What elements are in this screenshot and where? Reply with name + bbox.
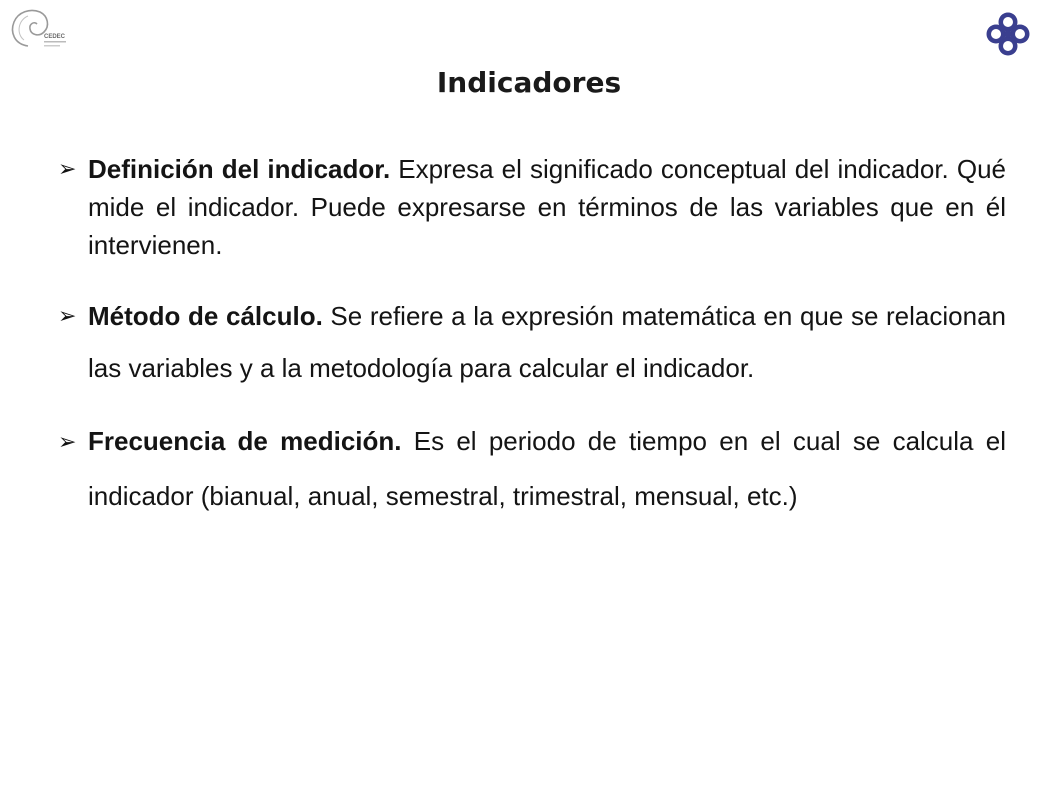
- arrow-bullet-icon: ➢: [58, 429, 77, 454]
- arrow-bullet-icon: ➢: [58, 303, 77, 328]
- bullet-text: Expresa el significado conceptual del indicador. Qué mide el indicador. Puede expresarse en términos de las variables que en él intervienen.: [88, 154, 1006, 260]
- bullet-text: Es el periodo de tiempo en el cual se calcula el indicador (bianual, anual, semestral, trimestral, mensual, etc.): [88, 426, 1006, 511]
- cedec-logo-text: CEDEC: [44, 34, 66, 40]
- four-lobe-emblem: [986, 12, 1030, 56]
- bullet-list: [58, 150, 1006, 524]
- bullet-lead: Frecuencia de medición.: [88, 426, 402, 456]
- arrow-bullet-icon: ➢: [58, 156, 77, 181]
- cedec-logo: [8, 6, 70, 52]
- slide-title: Indicadores: [436, 66, 622, 99]
- bullet-lead: Método de cálculo.: [88, 301, 323, 331]
- bullet-text: Se refiere a la expresión matemática en que se relacionan las variables y a la metodología para calcular el indicador.: [88, 301, 1006, 383]
- bullet-metodo: [58, 290, 1006, 394]
- bullet-frecuencia: [58, 414, 1006, 524]
- bullet-definicion: [58, 150, 1006, 264]
- bullet-lead: Definición del indicador.: [88, 154, 391, 184]
